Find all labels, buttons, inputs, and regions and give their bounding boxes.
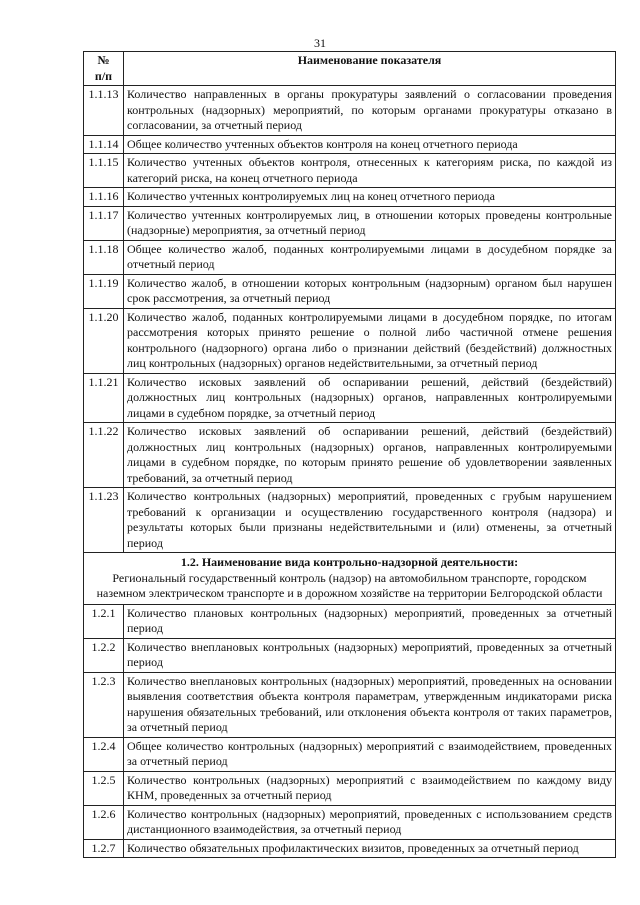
- row-number: 1.2.6: [84, 805, 124, 839]
- section-block: [84, 553, 616, 605]
- row-number: 1.1.21: [84, 373, 124, 423]
- row-indicator-text: Количество плановых контрольных (надзорных) мероприятий, проведенных за отчетный период: [124, 604, 616, 638]
- row-indicator-text: Количество учтенных объектов контроля, отнесенных к категориям риска, по каждой из категорий риска, на конец отчетного периода: [124, 154, 616, 188]
- row-number: 1.1.23: [84, 488, 124, 553]
- section-cell: [84, 553, 616, 605]
- row-number: 1.1.19: [84, 274, 124, 308]
- table-row: [84, 638, 616, 672]
- table-row: [84, 206, 616, 240]
- table-row: [84, 373, 616, 423]
- table-row: [84, 805, 616, 839]
- table-row: [84, 188, 616, 207]
- row-number: 1.1.18: [84, 240, 124, 274]
- table-row: [84, 672, 616, 737]
- row-number: 1.1.20: [84, 308, 124, 373]
- row-indicator-text: Количество внеплановых контрольных (надзорных) мероприятий, проведенных за отчетный период: [124, 638, 616, 672]
- page-number: 31: [314, 36, 326, 50]
- row-number: 1.1.14: [84, 135, 124, 154]
- row-indicator-text: Количество контрольных (надзорных) мероприятий, проведенных с использованием средств дистанционного взаимодействия, за отчетный период: [124, 805, 616, 839]
- row-number: 1.2.2: [84, 638, 124, 672]
- row-number: 1.2.7: [84, 839, 124, 858]
- table-row: [84, 423, 616, 488]
- row-indicator-text: Общее количество учтенных объектов контроля на конец отчетного периода: [124, 135, 616, 154]
- row-indicator-text: Количество учтенных контролируемых лиц, в отношении которых проведены контрольные (надзорные) мероприятия, за отчетный период: [124, 206, 616, 240]
- row-number: 1.1.17: [84, 206, 124, 240]
- table-body-bottom: [84, 604, 616, 858]
- row-number: 1.1.22: [84, 423, 124, 488]
- row-indicator-text: Количество жалоб, в отношении которых контрольным (надзорным) органом был нарушен срок рассмотрения, за отчетный период: [124, 274, 616, 308]
- row-indicator-text: Количество направленных в органы прокуратуры заявлений о согласовании проведения контрольных (надзорных) мероприятий, по которым органами прокуратуры отказано в согласовании, за отчетный период: [124, 86, 616, 136]
- table-row: [84, 274, 616, 308]
- row-indicator-text: Количество исковых заявлений об оспаривании решений, действий (бездействий) должностных лиц контрольных (надзорных) органов, направленных контролируемыми лицами в судебном порядке, за отчетный период: [124, 373, 616, 423]
- table-row: [84, 308, 616, 373]
- row-number: 1.2.5: [84, 771, 124, 805]
- table-row: [84, 154, 616, 188]
- row-number: 1.2.1: [84, 604, 124, 638]
- row-number: 1.1.13: [84, 86, 124, 136]
- table-row: [84, 771, 616, 805]
- row-number: 1.1.16: [84, 188, 124, 207]
- row-number: 1.2.4: [84, 737, 124, 771]
- table-body-top: [84, 86, 616, 553]
- table-row: [84, 839, 616, 858]
- section-title: 1.2. Наименование вида контрольно-надзорной деятельности:: [180, 555, 519, 569]
- row-indicator-text: Общее количество жалоб, поданных контролируемыми лицами в досудебном порядке за отчетный период: [124, 240, 616, 274]
- row-indicator-text: Количество контрольных (надзорных) мероприятий с взаимодействием по каждому виду КНМ, проведенных за отчетный период: [124, 771, 616, 805]
- row-indicator-text: Количество жалоб, поданных контролируемыми лицами в досудебном порядке, по итогам рассмотрения которых принято решение о полной либо частичной отмене решения контрольного (надзорного) органа либо о признании действий (бездействий) должностных лиц контрольных (надзорных) органов недействительными, за отчетный период: [124, 308, 616, 373]
- row-indicator-text: Количество обязательных профилактических визитов, проведенных за отчетный период: [124, 839, 616, 858]
- header-number-label: № п/п: [94, 53, 113, 83]
- header-title-label: Наименование показателя: [297, 53, 442, 67]
- row-indicator-text: Количество внеплановых контрольных (надзорных) мероприятий, проведенных на основании выявления соответствия объекта контроля параметрам, утвержденным индикаторами риска нарушения обязательных требований, или отклонения объекта контроля от таких параметров, за отчетный период: [124, 672, 616, 737]
- section-subtitle: Региональный государственный контроль (надзор) на автомобильном транспорте, городском наземном электрическом транспорте и в дорожном хозяйстве на территории Белгородской области: [96, 570, 603, 600]
- row-number: 1.2.3: [84, 672, 124, 737]
- table-row: [84, 86, 616, 136]
- section-row: [84, 553, 616, 605]
- table-row: [84, 135, 616, 154]
- header-title: [124, 52, 616, 86]
- row-indicator-text: Количество учтенных контролируемых лиц на конец отчетного периода: [124, 188, 616, 207]
- table-row: [84, 240, 616, 274]
- table-row: [84, 737, 616, 771]
- table-row: [84, 488, 616, 553]
- row-number: 1.1.15: [84, 154, 124, 188]
- row-indicator-text: Общее количество контрольных (надзорных) мероприятий с взаимодействием, проведенных за отчетный период: [124, 737, 616, 771]
- row-indicator-text: Количество исковых заявлений об оспаривании решений, действий (бездействий) должностных лиц контрольных (надзорных) органов, направленных контролируемыми лицами в судебном порядке, по которым принято решение об удовлетворении заявленных требований, за отчетный период: [124, 423, 616, 488]
- table-header-row: [84, 52, 616, 86]
- header-number: [84, 52, 124, 86]
- indicators-table: [83, 51, 616, 858]
- table-row: [84, 604, 616, 638]
- row-indicator-text: Количество контрольных (надзорных) мероприятий, проведенных с грубым нарушением требований к организации и осуществлению государственного контроля (надзора) и результаты которых были признаны недействительными и (или) отменены, за отчетный период: [124, 488, 616, 553]
